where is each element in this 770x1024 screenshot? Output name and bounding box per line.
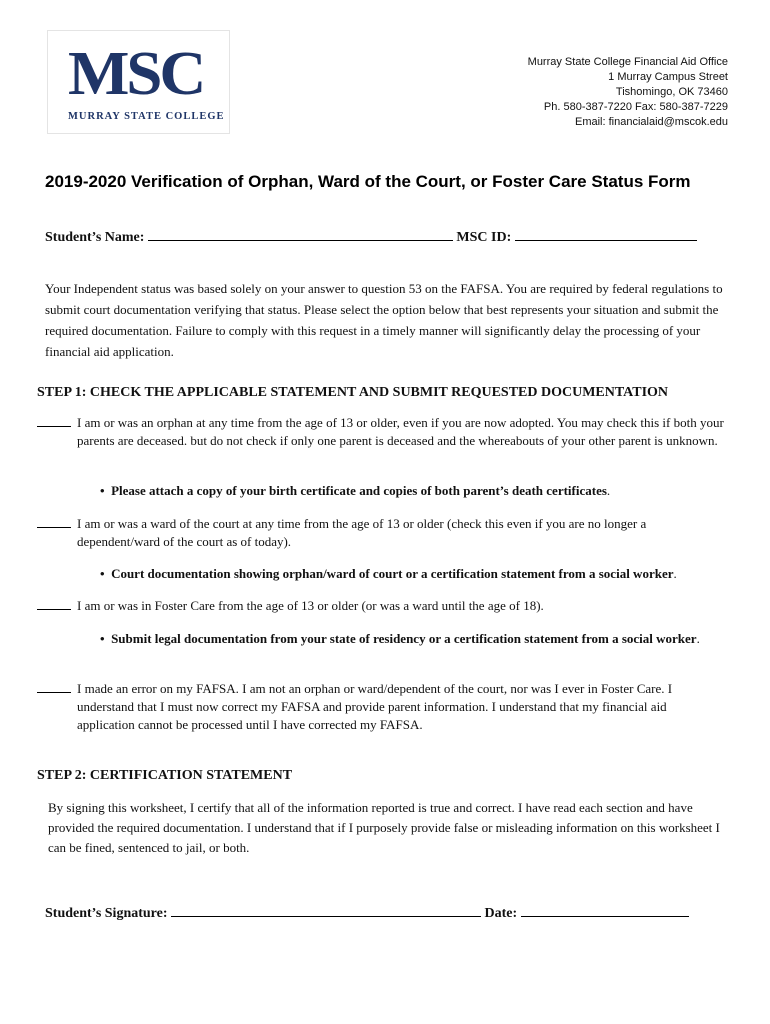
- date-label: Date:: [484, 906, 518, 921]
- signature-field[interactable]: [171, 902, 481, 917]
- office-city: Tishomingo, OK 73460: [615, 86, 728, 98]
- form-title: 2019-2020 Verification of Orphan, Ward of the Court, or Foster Care Status Form: [45, 172, 691, 191]
- option-error-text: I made an error on my FAFSA. I am not an orphan or ward/dependent of the court, nor was I ever in Foster Care. I understand that I must now correct my FAFSA and provide parent information. I understand that my financial aid application cannot be processed until I have corrected my FAFSA.: [77, 681, 673, 732]
- intro-paragraph: Your Independent status was based solely on your answer to question 53 on the FAFSA. You are required by federal regulations to submit court documentation verifying that status. Please select the option below that best represents your situation and submit the required documentation. Failure to comply with this request in a timely manner will significantly delay the processing of your financial aid application.: [45, 281, 723, 359]
- option-orphan-checkbox[interactable]: [37, 414, 71, 427]
- signature-label: Student’s Signature:: [45, 906, 168, 921]
- note-orphan: [100, 482, 720, 500]
- note-orphan-end: .: [606, 483, 611, 498]
- student-name-field[interactable]: [148, 226, 453, 241]
- office-name: Murray State College Financial Aid Office: [527, 56, 728, 68]
- office-street: 1 Murray Campus Street: [608, 71, 728, 83]
- option-foster-text: I am or was in Foster Care from the age of 13 or older (or was a ward until the age of 18).: [77, 598, 544, 613]
- student-info-row: [45, 226, 697, 246]
- signature-row: [45, 902, 689, 922]
- option-ward: [37, 515, 727, 551]
- office-address: [528, 55, 728, 130]
- msc-id-field[interactable]: [515, 226, 697, 241]
- bullet-icon: •: [100, 483, 105, 498]
- bullet-icon: •: [100, 566, 105, 581]
- logo-college-name: MURRAY STATE COLLEGE: [68, 111, 225, 122]
- office-email: Email: financialaid@mscok.edu: [574, 116, 728, 128]
- note-foster-text: Submit legal documentation from your state of residency or a certification statement from a social worker: [111, 631, 697, 646]
- msc-id-label: MSC ID:: [456, 230, 512, 245]
- option-ward-text: I am or was a ward of the court at any time from the age of 13 or older (check this even if you are no longer a dependent/ward of the court as of today).: [77, 516, 647, 549]
- option-ward-checkbox[interactable]: [37, 515, 71, 528]
- logo-mark: MSC: [68, 40, 204, 108]
- note-foster: [100, 630, 720, 648]
- date-field[interactable]: [521, 902, 689, 917]
- college-logo: [47, 30, 230, 134]
- option-error-checkbox[interactable]: [37, 680, 71, 693]
- note-orphan-text: Please attach a copy of your birth certificate and copies of both parent’s death certificates: [111, 483, 607, 498]
- bullet-icon: •: [100, 631, 105, 646]
- office-phone-fax: Ph. 580-387-7220 Fax: 580-387-7229: [543, 101, 728, 113]
- student-name-label: Student’s Name:: [45, 230, 145, 245]
- step2-heading: STEP 2: CERTIFICATION STATEMENT: [37, 768, 293, 783]
- option-orphan: [37, 414, 727, 450]
- option-orphan-text: I am or was an orphan at any time from the age of 13 or older, even if you are now adopted. You may check this if both your parents are deceased. but do not check if only one parent is deceased and the whereabouts of your other parent is unknown.: [77, 415, 724, 448]
- option-foster-checkbox[interactable]: [37, 597, 71, 610]
- certification-paragraph: By signing this worksheet, I certify that all of the information reported is true and correct. I have read each section and have provided the required documentation. I understand that if I purposely provide false or misleading information on this worksheet I can be fined, sentenced to jail, or both.: [48, 800, 720, 855]
- option-error: [37, 680, 727, 734]
- note-ward-text: Court documentation showing orphan/ward of court or a certification statement from a social worker: [111, 566, 674, 581]
- note-ward: [100, 565, 720, 583]
- option-foster: [37, 597, 727, 615]
- note-foster-end: .: [696, 631, 700, 646]
- note-ward-end: .: [673, 566, 677, 581]
- step1-heading: STEP 1: CHECK THE APPLICABLE STATEMENT AND SUBMIT REQUESTED DOCUMENTATION: [37, 385, 669, 400]
